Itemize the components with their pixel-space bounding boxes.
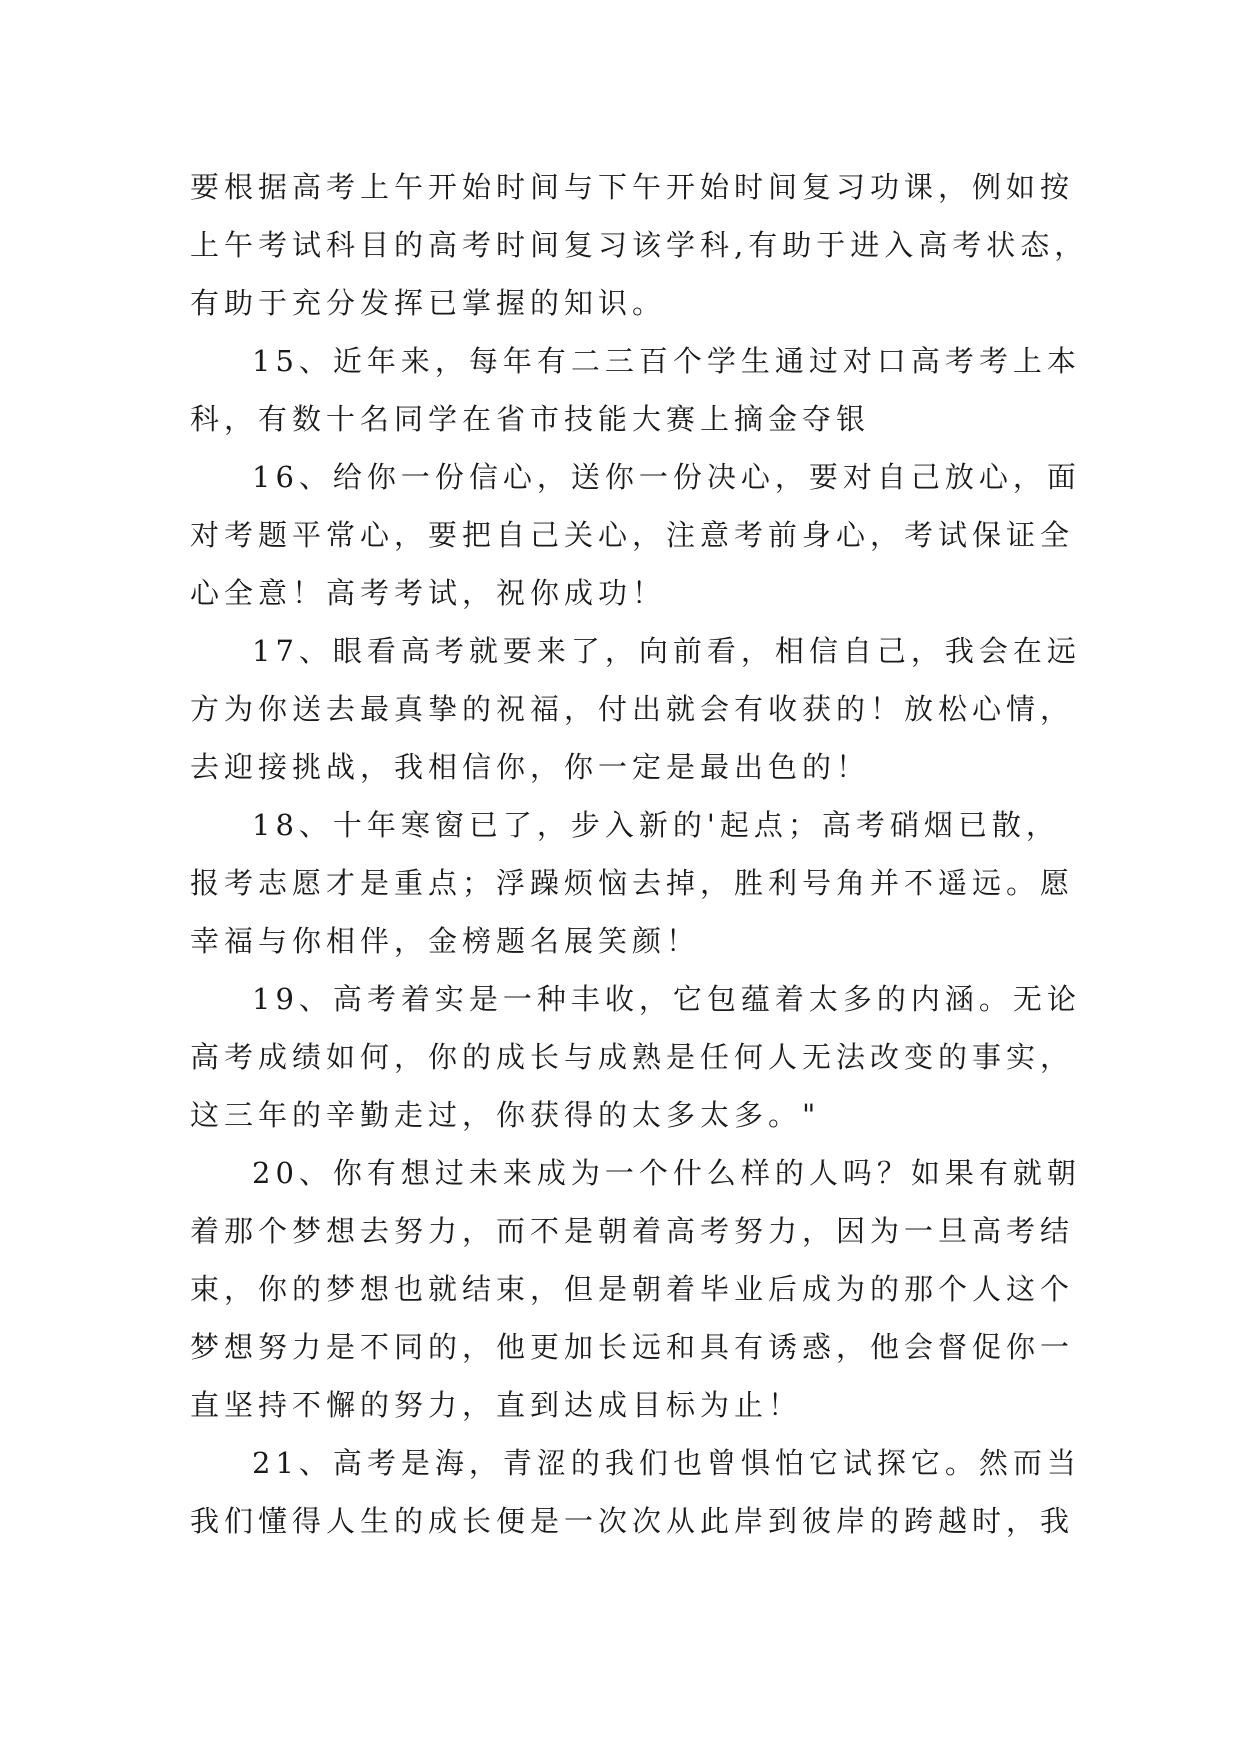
text-line: 我们懂得人生的成长便是一次次从此岸到彼岸的跨越时，我 — [190, 1504, 1075, 1538]
text-line: 方为你送去最真挚的祝福，付出就会有收获的！放松心情， — [190, 692, 1075, 726]
paragraph-16-start: 16、给你一份信心，送你一份决心，要对自己放心，面 — [252, 460, 1081, 494]
text-line: 去迎接挑战，我相信你，你一定是最出色的！ — [190, 750, 871, 784]
text-line: 直坚持不懈的努力，直到达成目标为止！ — [190, 1388, 803, 1422]
paragraph-19-start: 19、高考着实是一种丰收，它包蕴着太多的内涵。无论 — [252, 982, 1081, 1016]
text-line: 对考题平常心，要把自己关心，注意考前身心，考试保证全 — [190, 518, 1075, 552]
text-line: 要根据高考上午开始时间与下午开始时间复习功课，例如按 — [190, 170, 1075, 204]
paragraph-21-start: 21、高考是海，青涩的我们也曾惧怕它试探它。然而当 — [252, 1446, 1081, 1480]
text-line: 科，有数十名同学在省市技能大赛上摘金夺银 — [190, 402, 871, 436]
text-line: 高考成绩如何，你的成长与成熟是任何人无法改变的事实， — [190, 1040, 1075, 1074]
paragraph-17-start: 17、眼看高考就要来了，向前看，相信自己，我会在远 — [252, 634, 1081, 668]
text-line: 报考志愿才是重点；浮躁烦恼去掉，胜利号角并不遥远。愿 — [190, 866, 1075, 900]
text-line: 上午考试科目的高考时间复习该学科,有助于进入高考状态， — [190, 228, 1089, 262]
text-line: 心全意！高考考试，祝你成功！ — [190, 576, 667, 610]
text-line: 梦想努力是不同的，他更加长远和具有诱惑，他会督促你一 — [190, 1330, 1075, 1364]
document-body — [190, 158, 1089, 1550]
text-line: 这三年的辛勤走过，你获得的太多太多。" — [190, 1098, 821, 1132]
paragraph-20-start: 20、你有想过未来成为一个什么样的人吗？如果有就朝 — [252, 1156, 1081, 1190]
paragraph-15-start: 15、近年来，每年有二三百个学生通过对口高考考上本 — [252, 344, 1081, 378]
text-line: 束，你的梦想也就结束，但是朝着毕业后成为的那个人这个 — [190, 1272, 1075, 1306]
text-line: 幸福与你相伴，金榜题名展笑颜！ — [190, 924, 701, 958]
text-line: 有助于充分发挥已掌握的知识。 — [190, 286, 667, 320]
paragraph-18-start: 18、十年寒窗已了，步入新的'起点；高考硝烟已散， — [252, 808, 1060, 842]
text-line: 着那个梦想去努力，而不是朝着高考努力，因为一旦高考结 — [190, 1214, 1075, 1248]
